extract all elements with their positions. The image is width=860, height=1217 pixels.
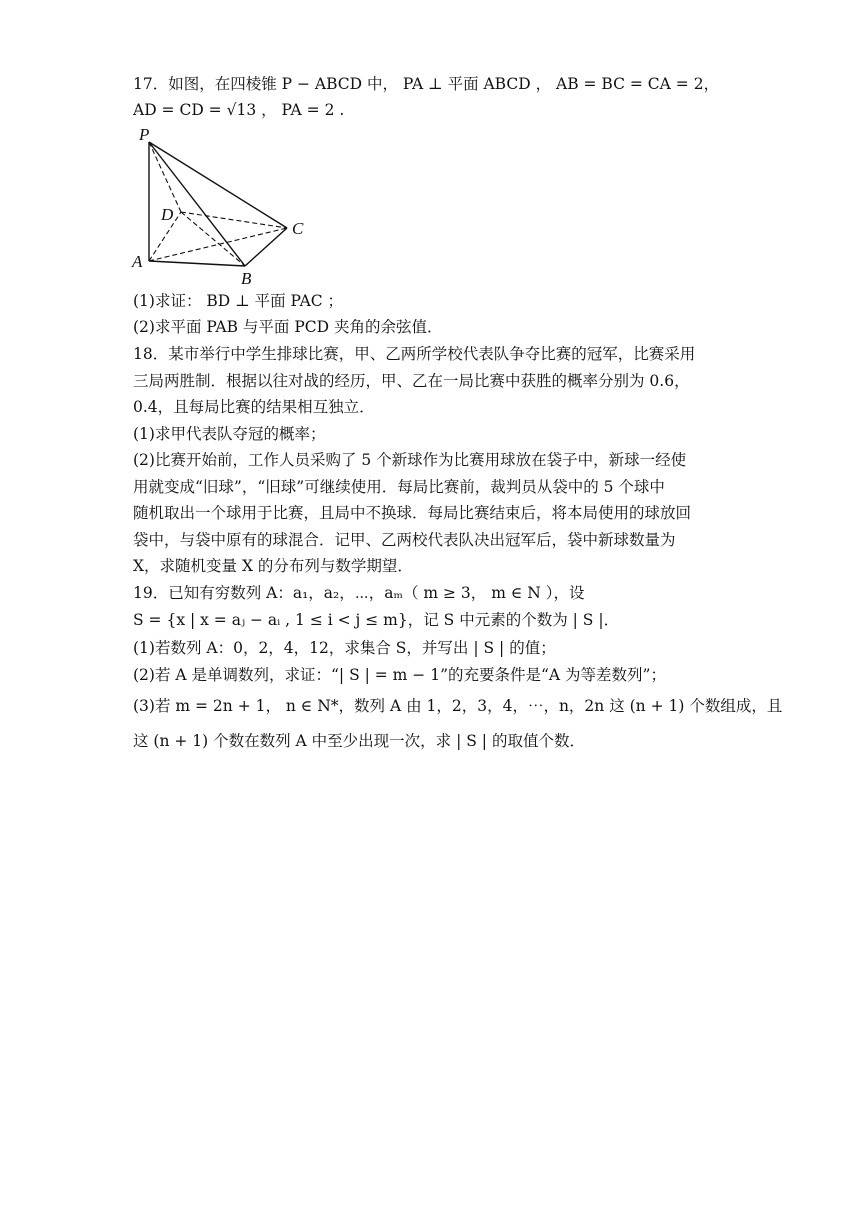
pyramid-figure (128, 124, 318, 289)
label-A: A (132, 252, 143, 271)
q18-part-2-line-5: X，求随机变量 X 的分布列与数学期望． (133, 557, 413, 575)
label-P: P (139, 125, 150, 144)
edge-BC (245, 228, 287, 266)
q18-stem-line-1: 18．某市举行中学生排球比赛，甲、乙两所学校代表队争夺比赛的冠军，比赛采用 (133, 345, 696, 363)
q18-part-1: (1)求甲代表队夺冠的概率； (133, 425, 326, 443)
label-C: C (292, 219, 304, 238)
q19-stem-line-1: 19．已知有穷数列 A：a₁，a₂，⋯，aₘ（ m ≥ 3， m ∈ N ），设 (133, 584, 585, 602)
q19-stem-line-2: S = {x | x = aⱼ − aᵢ , 1 ≤ i < j ≤ m}，记 S 中元素的个数为 | S |． (133, 611, 620, 629)
edge-DB (181, 212, 245, 266)
q18-stem-line-3: 0.4，且每局比赛的结果相互独立． (133, 398, 375, 416)
q19-part-3-line-2: 这 (n + 1) 个数在数列 A 中至少出现一次，求 | S | 的取值个数． (133, 732, 585, 750)
label-D: D (161, 205, 174, 224)
q19-part-2: (2)若 A 是单调数列，求证：“| S | = m − 1”的充要条件是“A 为等差数列”； (133, 666, 666, 684)
q17-part-2: (2)求平面 PAB 与平面 PCD 夹角的余弦值． (133, 318, 443, 336)
q17-stem-line-1: 17．如图，在四棱锥 P − ABCD 中， PA ⊥ 平面 ABCD ， AB = BC = CA = 2， (133, 75, 720, 93)
q17-part-1: (1)求证： BD ⊥ 平面 PAC ； (133, 292, 344, 310)
q18-part-2-line-1: (2)比赛开始前，工作人员采购了 5 个新球作为比赛用球放在袋子中，新球一经使 (133, 451, 687, 469)
edge-PB (149, 142, 245, 266)
q18-part-2-line-4: 袋中，与袋中原有的球混合．记甲、乙两校代表队决出冠军后，袋中新球数量为 (133, 531, 676, 549)
q17-stem-line-2: AD = CD = √13 ， PA = 2 . (133, 101, 345, 119)
label-B: B (241, 269, 252, 288)
q18-part-2-line-2: 用就变成“旧球”，“旧球”可继续使用．每局比赛前，裁判员从袋中的 5 个球中 (133, 478, 665, 496)
edge-AB (149, 261, 245, 266)
q18-part-2-line-3: 随机取出一个球用于比赛，且局中不换球．每局比赛结束后，将本局使用的球放回 (133, 504, 692, 522)
edge-AC (149, 228, 287, 261)
q19-part-1: (1)若数列 A：0，2，4，12，求集合 S，并写出 | S | 的值； (133, 639, 556, 657)
q19-part-3-line-1: (3)若 m = 2n + 1， n ∈ N*，数列 A 由 1，2，3，4，⋯，n，2n 这 (n + 1) 个数组成，且 (133, 697, 783, 715)
q18-stem-line-2: 三局两胜制．根据以往对战的经历，甲、乙在一局比赛中获胜的概率分别为 0.6， (133, 372, 690, 390)
